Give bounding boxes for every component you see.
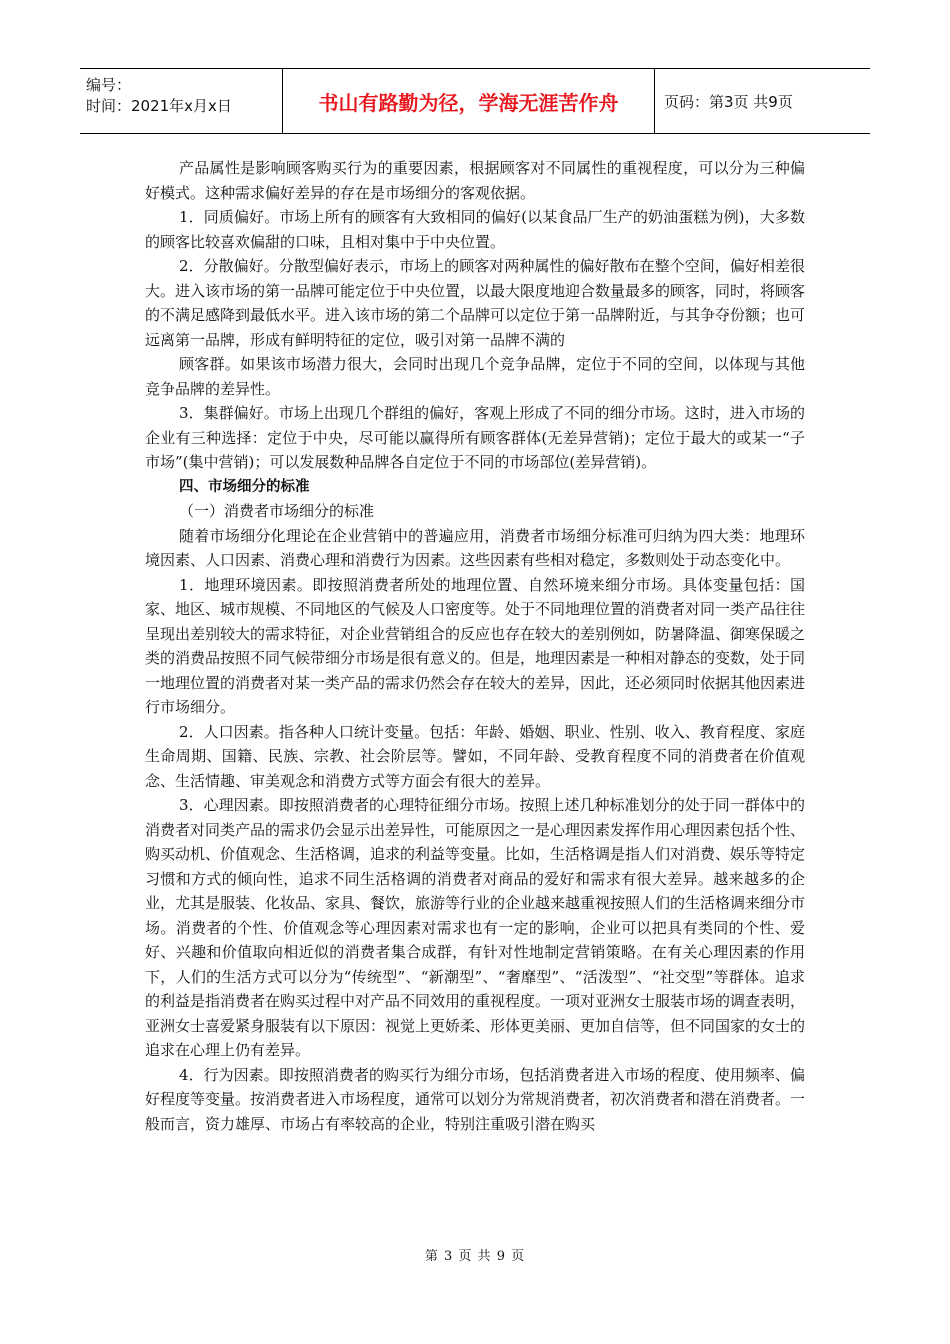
document-number-label: 编号：: [86, 76, 132, 94]
document-date: 时间：2021年x月x日: [86, 97, 232, 115]
header-motto: 书山有路勤为径，学海无涯苦作舟: [283, 69, 655, 133]
paragraph-clustered-preference: 3．集群偏好。市场上出现几个群组的偏好，客观上形成了不同的细分市场。这时，进入市场的企业有三种选择：定位于中央，尽可能以赢得所有顾客群体(无差异营销)；定位于最大的或某一“子市场”(集中营销)；可以发展数种品牌各自定位于不同的市场部位(差异营销)。: [145, 404, 805, 471]
page-footer: 第 3 页 共 9 页: [424, 1249, 526, 1264]
section-heading: 四、市场细分的标准: [179, 478, 310, 495]
header-page-info: 页码：第3页 共9页: [664, 92, 793, 111]
paragraph-diffused-preference-cont: 顾客群。如果该市场潜力很大，会同时出现几个竞争品牌，定位于不同的空间，以体现与其他竞争品牌的差异性。: [145, 355, 805, 398]
paragraph-psychological-factors: 3．心理因素。即按照消费者的心理特征细分市场。按照上述几种标准划分的处于同一群体中的消费者对同类产品的需求仍会显示出差异性，可能原因之一是心理因素发挥作用心理因素包括个性、购买动机、价值观念、生活格调，追求的利益等变量。比如，生活格调是指人们对消费、娱乐等特定习惯和方式的倾向性，追求不同生活格调的消费者对商品的爱好和需求有很大差异。越来越多的企业，尤其是服装、化妆品、家具、餐饮，旅游等行业的企业越来越重视按照人们的生活格调来细分市场。消费者的个性、价值观念等心理因素对需求也有一定的影响，企业可以把具有类同的个性、爱好、兴趣和价值取向相近似的消费者集合成群，有针对性地制定营销策略。在有关心理因素的作用下，人们的生活方式可以分为“传统型”、“新潮型”、“奢靡型”、“活泼型”、“社交型”等群体。追求的利益是指消费者在购买过程中对产品不同效用的重视程度。一项对亚洲女士服装市场的调查表明，亚洲女士喜爱紧身服装有以下原因：视觉上更娇柔、形体更美丽、更加自信等，但不同国家的女士的追求在心理上仍有差异。: [145, 796, 806, 1059]
document-body: [145, 156, 805, 1136]
paragraph-homogeneous-preference: 1．同质偏好。市场上所有的顾客有大致相同的偏好(以某食品厂生产的奶油蛋糕为例)，大多数的顾客比较喜欢偏甜的口味，且相对集中于中央位置。: [145, 208, 805, 251]
page-header: [80, 68, 870, 134]
paragraph-intro: 产品属性是影响顾客购买行为的重要因素，根据顾客对不同属性的重视程度，可以分为三种偏好模式。这种需求偏好差异的存在是市场细分的客观依据。: [145, 159, 805, 202]
subsection-heading: （一）消费者市场细分的标准: [179, 502, 375, 520]
paragraph-diffused-preference: 2．分散偏好。分散型偏好表示，市场上的顾客对两种属性的偏好散布在整个空间，偏好相差很大。进入该市场的第一品牌可能定位于中央位置，以最大限度地迎合数量最多的顾客，同时，将顾客的不满足感降到最低水平。进入该市场的第二个品牌可以定位于第一品牌附近，与其争夺份额；也可远离第一品牌，形成有鲜明特征的定位，吸引对第一品牌不满的: [145, 257, 806, 349]
paragraph-segmentation-overview: 随着市场细分化理论在企业营销中的普遍应用，消费者市场细分标准可归纳为四大类：地理环境因素、人口因素、消费心理和消费行为因素。这些因素有些相对稳定，多数则处于动态变化中。: [145, 526, 805, 569]
paragraph-geographic-factors: 1．地理环境因素。即按照消费者所处的地理位置、自然环境来细分市场。具体变量包括：国家、地区、城市规模、不同地区的气候及人口密度等。处于不同地理位置的消费者对同一类产品往往呈现出差别较大的需求特征，对企业营销组合的反应也存在较大的差别例如，防暑降温、御寒保暖之类的消费品按照不同气候带细分市场是很有意义的。但是，地理因素是一种相对静态的变数，处于同一地理位置的消费者对某一类产品的需求仍然会存在较大的差异，因此，还必须同时依据其他因素进行市场细分。: [145, 575, 806, 716]
paragraph-demographic-factors: 2．人口因素。指各种人口统计变量。包括：年龄、婚姻、职业、性别、收入、教育程度、家庭生命周期、国籍、民族、宗教、社会阶层等。譬如，不同年龄、受教育程度不同的消费者在价值观念、生活情趣、审美观念和消费方式等方面会有很大的差异。: [145, 722, 805, 790]
header-meta: [80, 69, 283, 133]
paragraph-behavioral-factors: 4．行为因素。即按照消费者的购买行为细分市场，包括消费者进入市场的程度、使用频率、偏好程度等变量。按消费者进入市场程度，通常可以划分为常规消费者，初次消费者和潜在消费者。一般而言，资力雄厚、市场占有率较高的企业，特别注重吸引潜在购买: [145, 1065, 806, 1133]
